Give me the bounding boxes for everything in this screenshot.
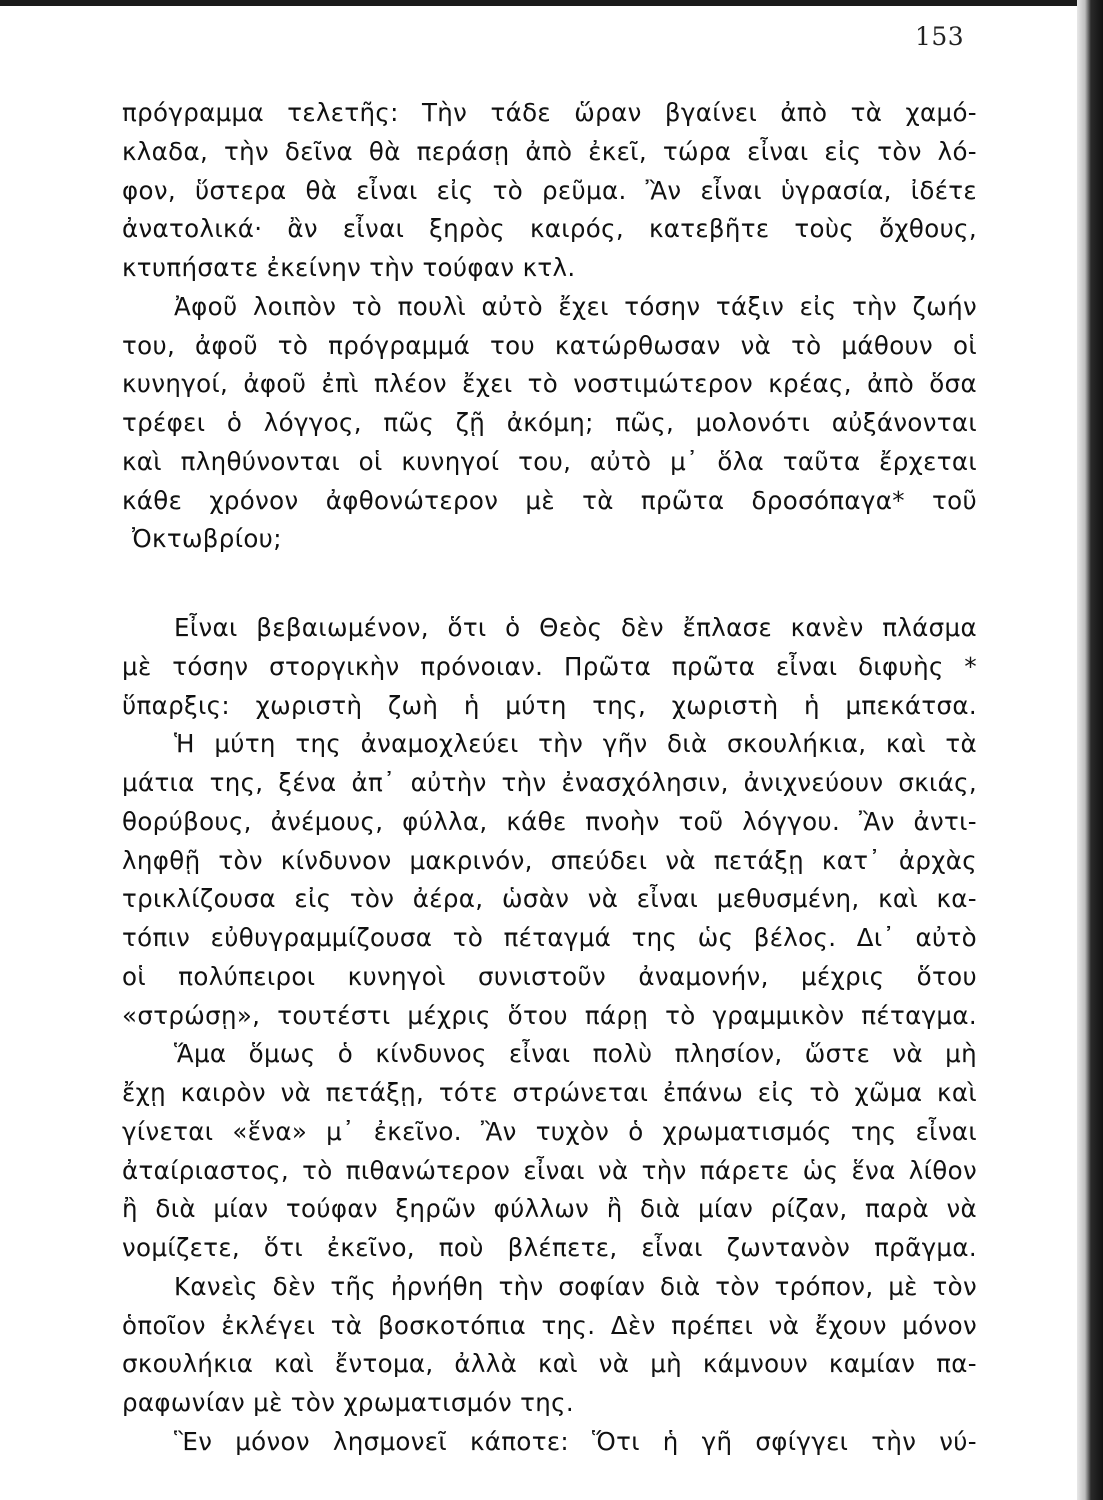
text-line: Ἓν μόνον λησμονεῖ κάποτε: Ὅτι ἡ γῆ σφίγγει τὴν νύ- (174, 1426, 977, 1456)
text-line: ὕπαρξις: χωριστὴ ζωὴ ἡ μύτη της, χωριστὴ ἡ μπεκάτσα. (122, 690, 977, 720)
text-line: καὶ πληθύνονται οἱ κυνηγοί του, αὐτὸ μ᾽ ὅλα ταῦτα ἔρχεται (122, 446, 977, 476)
text-line: ὁποῖον ἐκλέγει τὰ βοσκοτόπια της. Δὲν πρέπει νὰ ἔχουν μόνον (122, 1310, 977, 1340)
text-line: θορύβους, ἀνέμους, φύλλα, κάθε πνοὴν τοῦ λόγγου. Ἂν ἀντι- (122, 806, 977, 836)
text-line: κυνηγοί, ἀφοῦ ἐπὶ πλέον ἔχει τὸ νοστιμώτερον κρέας, ἀπὸ ὅσα (122, 369, 977, 399)
text-line: τρέφει ὁ λόγγος, πῶς ζῇ ἀκόμη; πῶς, μολονότι αὐξάνονται (122, 408, 977, 437)
text-line: ληφθῇ τὸν κίνδυνον μακρινόν, σπεύδει νὰ πετάξῃ κατ᾽ ἀρχὰς (122, 845, 977, 875)
text-line: Ἡ μύτη της ἀναμοχλεύει τὴν γῆν διὰ σκουλήκια, καὶ τὰ (174, 729, 977, 759)
scan-top-border (0, 0, 1103, 6)
text-line: μάτια της, ξένα ἀπ᾽ αὐτὴν τὴν ἐνασχόλησιν, ἀνιχνεύουν σκιάς, (122, 768, 977, 797)
text-line: Εἶναι βεβαιωμένον, ὅτι ὁ Θεὸς δὲν ἔπλασε κανὲν πλάσμα (174, 613, 977, 642)
text-line: κάθε χρόνον ἀφθονώτερον μὲ τὰ πρῶτα δροσόπαγα* τοῦ (122, 485, 977, 515)
page-number: 153 (915, 22, 965, 51)
scan-right-border (1077, 0, 1103, 1500)
text-line: σκουλήκια καὶ ἔντομα, ἀλλὰ καὶ νὰ μὴ κάμνουν καμίαν πα- (122, 1349, 977, 1379)
text-line: ἀνατολικά· ἂν εἶναι ξηρὸς καιρός, κατεβῆτε τοὺς ὄχθους, (122, 214, 977, 244)
text-line: Ἅμα ὅμως ὁ κίνδυνος εἶναι πολὺ πλησίον, ὥστε νὰ μὴ (174, 1039, 977, 1069)
text-line: Ὀκτωβρίου; (132, 524, 282, 554)
text-line: ραφωνίαν μὲ τὸν χρωματισμόν της. (122, 1388, 575, 1417)
text-line: τόπιν εὐθυγραμμίζουσα τὸ πέταγμά της ὡς βέλος. Δι᾽ αὐτὸ (122, 923, 977, 952)
body-text (122, 94, 977, 1462)
text-line: οἱ πολύπειροι κυνηγοὶ συνιστοῦν ἀναμονήν, μέχρις ὅτου (122, 961, 977, 991)
text-line: μὲ τόσην στοργικὴν πρόνοιαν. Πρῶτα πρῶτα εἶναι διφυὴς * (122, 651, 977, 681)
text-line: νομίζετε, ὅτι ἐκεῖνο, ποὺ βλέπετε, εἶναι ζωντανὸν πρᾶγμα. (122, 1233, 977, 1262)
text-line: πρόγραμμα τελετῆς: Τὴν τάδε ὥραν βγαίνει ἀπὸ τὰ χαμό- (122, 98, 977, 127)
paragraph-gap (122, 559, 977, 609)
text-line: Κανεὶς δὲν τῆς ἠρνήθη τὴν σοφίαν διὰ τὸν τρόπον, μὲ τὸν (174, 1271, 977, 1301)
text-line: κλαδα, τὴν δεῖνα θὰ περάσῃ ἀπὸ ἐκεῖ, τώρα εἶναι εἰς τὸν λό- (122, 136, 977, 166)
text-line: τρικλίζουσα εἰς τὸν ἀέρα, ὡσὰν νὰ εἶναι μεθυσμένη, καὶ κα- (122, 884, 977, 914)
text-line: «στρώσῃ», τουτέστι μέχρις ὅτου πάρῃ τὸ γραμμικὸν πέταγμα. (122, 1000, 977, 1030)
text-line: ἢ διὰ μίαν τούφαν ξηρῶν φύλλων ἢ διὰ μίαν ρίζαν, παρὰ νὰ (122, 1194, 977, 1224)
text-line: ἀταίριαστος, τὸ πιθανώτερον εἶναι νὰ τὴν πάρετε ὡς ἕνα λίθον (122, 1155, 977, 1185)
text-line: γίνεται «ἕνα» μ᾽ ἐκεῖνο. Ἂν τυχὸν ὁ χρωματισμός της εἶναι (122, 1116, 977, 1146)
text-line: φον, ὕστερα θὰ εἶναι εἰς τὸ ρεῦμα. Ἂν εἶναι ὑγρασία, ἰδέτε (122, 175, 977, 205)
text-line: κτυπήσατε ἐκείνην τὴν τούφαν κτλ. (122, 253, 576, 282)
text-line: Ἀφοῦ λοιπὸν τὸ πουλὶ αὐτὸ ἔχει τόσην τάξιν εἰς τὴν ζωήν (174, 291, 977, 321)
text-line: ἔχῃ καιρὸν νὰ πετάξῃ, τότε στρώνεται ἐπάνω εἰς τὸ χῶμα καὶ (122, 1078, 977, 1107)
text-line: του, ἀφοῦ τὸ πρόγραμμά του κατώρθωσαν νὰ τὸ μάθουν οἱ (122, 330, 977, 360)
